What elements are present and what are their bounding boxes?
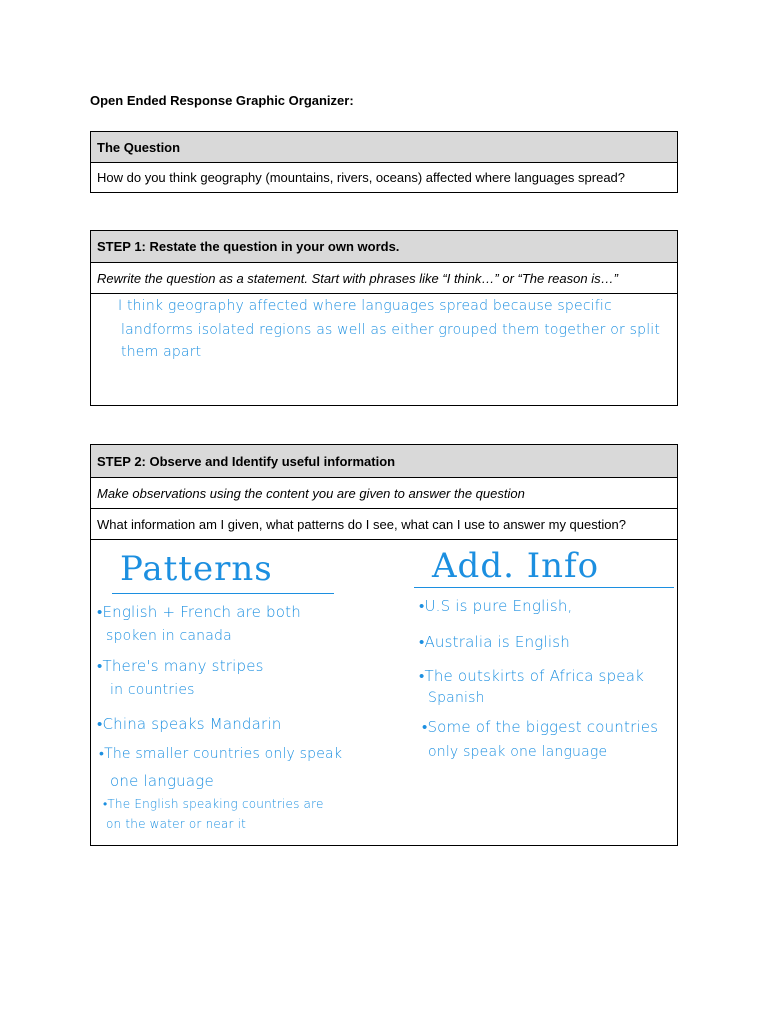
step1-header: STEP 1: Restate the question in your own words. [91, 231, 677, 262]
step1-instruction: Rewrite the question as a statement. Start with phrases like “I think…” or “The reason is…” [91, 262, 677, 293]
step2-header: STEP 2: Observe and Identify useful information [91, 445, 677, 477]
step1-response-line: I think geography affected where languages spread because specific [118, 298, 612, 314]
step2-prompt: What information am I given, what patterns do I see, what can I use to answer my question? [91, 508, 677, 539]
add-info-item: only speak one language [428, 744, 608, 760]
question-box [90, 131, 678, 193]
step2-instruction: Make observations using the content you are given to answer the question [91, 477, 677, 508]
add-info-item: Spanish [428, 690, 485, 706]
step1-response-line: landforms isolated regions as well as either grouped them together or split [121, 322, 661, 338]
add-info-underline [414, 587, 674, 588]
step1-response-line: them apart [121, 344, 202, 360]
patterns-item: one language [110, 772, 214, 790]
patterns-item: •China speaks Mandarin [97, 715, 282, 733]
document-title: Open Ended Response Graphic Organizer: [90, 93, 354, 108]
add-info-item: •Some of the biggest countries [422, 718, 659, 736]
patterns-item: on the water or near it [106, 817, 247, 831]
patterns-item: •English + French are both [97, 603, 301, 621]
patterns-item: spoken in canada [106, 628, 232, 644]
question-text: How do you think geography (mountains, rivers, oceans) affected where languages spread? [91, 162, 677, 192]
question-header: The Question [91, 132, 677, 162]
patterns-underline [112, 593, 334, 594]
add-info-heading: Add. Info [432, 546, 600, 586]
add-info-item: •U.S is pure English, [419, 597, 573, 615]
step1-box [90, 230, 678, 406]
patterns-heading: Patterns [120, 549, 273, 589]
add-info-item: •The outskirts of Africa speak [419, 667, 645, 685]
patterns-item: •The smaller countries only speak [99, 746, 343, 762]
patterns-item: •The English speaking countries are [103, 797, 324, 811]
patterns-item: •There's many stripes [97, 657, 264, 675]
add-info-item: •Australia is English [419, 633, 570, 651]
patterns-item: in countries [110, 682, 195, 698]
